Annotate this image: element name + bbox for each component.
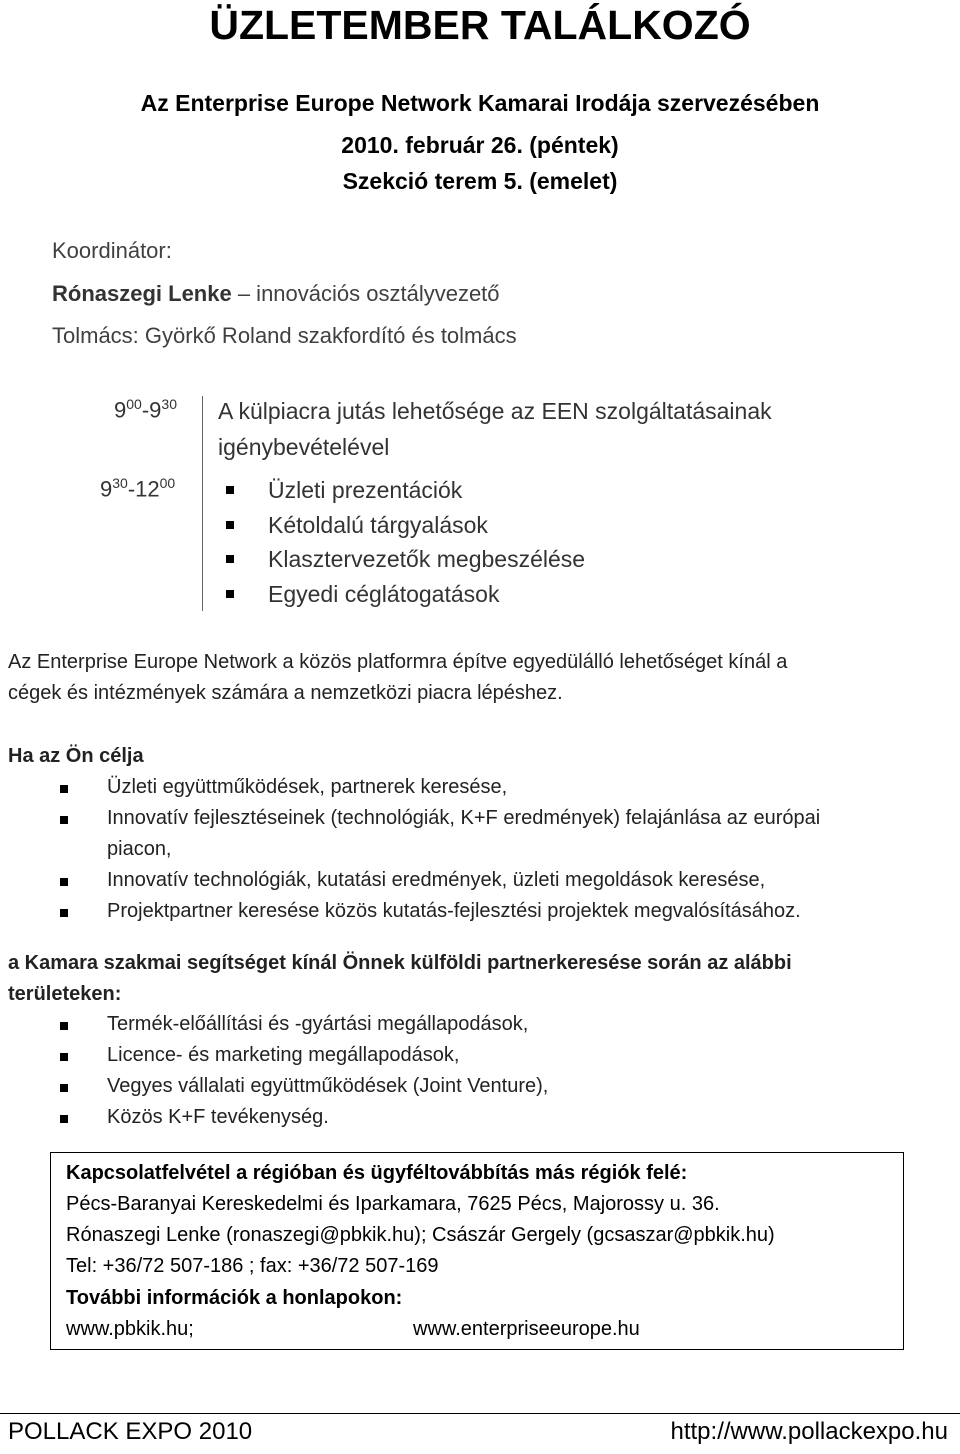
area-item: Vegyes vállalati együttműködések (Joint Venture),: [107, 1075, 549, 1097]
goal-item: Üzleti együttműködések, partnerek keresése,: [107, 776, 508, 798]
schedule-item: Kétoldalú tárgyalások: [268, 512, 488, 538]
schedule-time-1: $9^{00}-9^{30}$: [114, 396, 177, 423]
bullet-icon: [226, 590, 234, 598]
schedule-item: Klasztervezetők megbeszélése: [268, 546, 586, 572]
organizer-line: Az Enterprise Europe Network Kamarai Irodája szervezésében: [140, 90, 820, 116]
bullet-icon: [60, 816, 68, 824]
bullet-icon: [60, 878, 68, 886]
contact-more-label: További információk a honlapokon:: [66, 1287, 403, 1309]
coordinator-role: – innovációs osztályvezető: [231, 281, 500, 306]
bullet-icon: [60, 1053, 68, 1061]
schedule-item: Üzleti prezentációk: [268, 477, 463, 503]
area-item: Közös K+F tevékenység.: [107, 1106, 329, 1128]
schedule-time-2: $9^{30}-12^{00}$: [100, 475, 176, 502]
contact-address: Pécs-Baranyai Kereskedelmi és Iparkamara, 7625 Pécs, Majorossy u. 36.: [66, 1193, 720, 1215]
goal-item: Projektpartner keresése közös kutatás-fejlesztési projektek megvalósításához.: [107, 900, 801, 922]
intro-line-1: Az Enterprise Europe Network a közös platformra építve egyedülálló lehetőséget kínál a: [8, 651, 788, 673]
event-date: 2010. február 26. (péntek): [341, 132, 619, 158]
goal-item-continued: piacon,: [107, 838, 172, 860]
areas-heading-2: területeken:: [8, 983, 122, 1005]
contact-site-een[interactable]: www.enterpriseeurope.hu: [413, 1318, 640, 1340]
bullet-icon: [226, 555, 234, 563]
contact-site-pbkik[interactable]: www.pbkik.hu;: [66, 1318, 194, 1340]
bullet-icon: [60, 1115, 68, 1123]
schedule-title-1b: igénybevételével: [218, 434, 390, 460]
schedule-title-1a: A külpiacra jutás lehetősége az EEN szolgáltatásainak: [218, 398, 772, 424]
bullet-icon: [60, 785, 68, 793]
contact-heading: Kapcsolatfelvétel a régióban és ügyféltovábbítás más régiók felé:: [66, 1162, 688, 1184]
bullet-icon: [60, 909, 68, 917]
coordinator-line: [52, 281, 500, 307]
intro-line-2: cégek és intézmények számára a nemzetközi piacra lépéshez.: [8, 682, 563, 704]
bullet-icon: [60, 1022, 68, 1030]
schedule-item: Egyedi céglátogatások: [268, 581, 500, 607]
bullet-icon: [226, 521, 234, 529]
contact-persons: Rónaszegi Lenke (ronaszegi@pbkik.hu); Császár Gergely (gcsaszar@pbkik.hu): [66, 1224, 775, 1246]
schedule-divider: [202, 396, 203, 611]
areas-heading-1: a Kamara szakmai segítséget kínál Önnek külföldi partnerkeresése során az alábbi: [8, 952, 792, 974]
footer-divider: [0, 1413, 960, 1414]
goal-item: Innovatív fejlesztéseinek (technológiák, K+F eredmények) felajánlása az európai: [107, 807, 821, 829]
bullet-icon: [60, 1084, 68, 1092]
page-title: ÜZLETEMBER TALÁLKOZÓ: [209, 2, 751, 48]
area-item: Licence- és marketing megállapodások,: [107, 1044, 460, 1066]
coordinator-name: Rónaszegi Lenke: [52, 281, 232, 306]
bullet-icon: [226, 486, 234, 494]
coordinator-label: Koordinátor:: [52, 238, 172, 263]
footer-left: POLLACK EXPO 2010: [8, 1418, 253, 1445]
area-item: Termék-előállítási és -gyártási megállapodások,: [107, 1013, 529, 1035]
event-room: Szekció terem 5. (emelet): [342, 168, 618, 194]
goals-heading: Ha az Ön célja: [8, 745, 144, 767]
footer-url[interactable]: http://www.pollackexpo.hu: [670, 1418, 948, 1445]
contact-phone: Tel: +36/72 507-186 ; fax: +36/72 507-169: [66, 1255, 439, 1277]
interpreter-line: Tolmács: Györkő Roland szakfordító és tolmács: [52, 323, 517, 348]
goal-item: Innovatív technológiák, kutatási eredmények, üzleti megoldások keresése,: [107, 869, 766, 891]
